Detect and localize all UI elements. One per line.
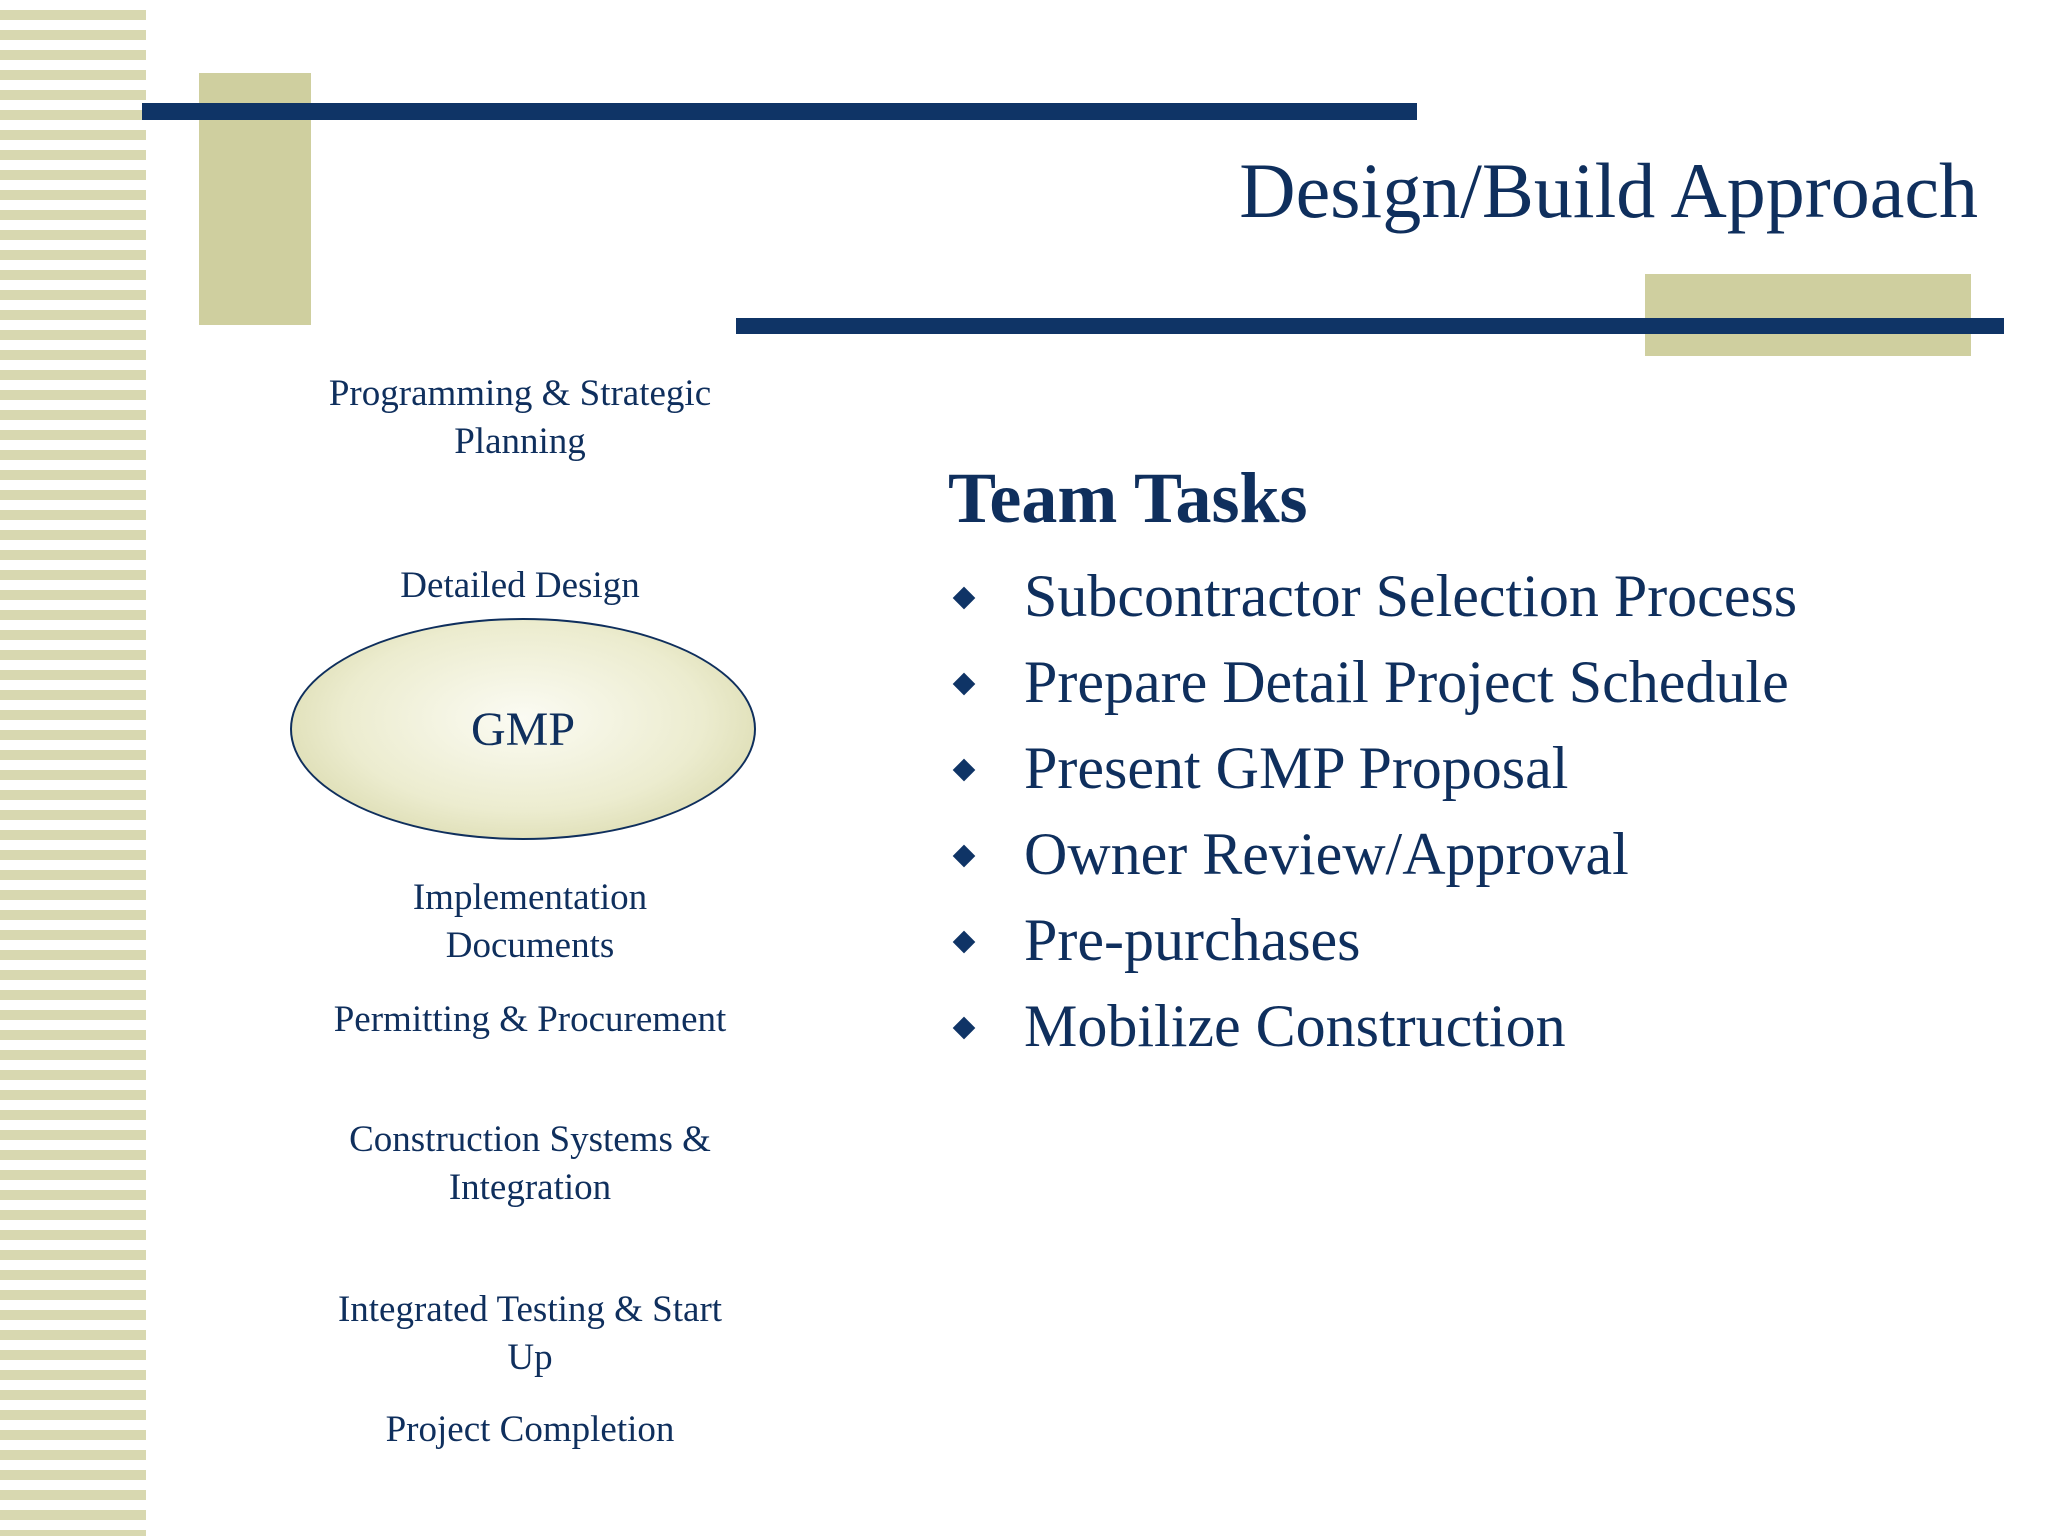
decor-rule-bottom — [736, 318, 2004, 334]
gmp-label: GMP — [470, 702, 576, 756]
task-text: Present GMP Proposal — [1024, 735, 1569, 801]
task-text: Pre-purchases — [1024, 907, 1361, 973]
slide-title: Design/Build Approach — [1239, 147, 1978, 234]
phase-completion: Project Completion — [385, 1409, 675, 1450]
task-text: Prepare Detail Project Schedule — [1024, 649, 1789, 715]
diamond-bullet-icon — [953, 759, 976, 782]
task-text: Subcontractor Selection Process — [1024, 563, 1798, 629]
diamond-bullet-icon — [953, 1017, 976, 1040]
diamond-bullet-icon — [953, 673, 976, 696]
phase-testing: Integrated Testing & Start Up — [337, 1289, 723, 1378]
diamond-bullet-icon — [953, 931, 976, 954]
phase-programming: Programming & Strategic Planning — [328, 373, 712, 462]
decor-khaki-block-right — [1645, 274, 1971, 356]
phase-permitting: Permitting & Procurement — [333, 999, 727, 1040]
task-text: Mobilize Construction — [1024, 993, 1566, 1059]
team-tasks-heading: Team Tasks — [948, 458, 1308, 538]
phase-implementation: Implementation Documents — [412, 877, 648, 966]
gmp-oval — [290, 618, 756, 840]
phase-detailed-design: Detailed Design — [400, 565, 640, 606]
task-text: Owner Review/Approval — [1024, 821, 1629, 887]
striped-side-border — [0, 0, 146, 1536]
decor-rule-top — [142, 103, 1417, 120]
diamond-bullet-icon — [953, 845, 976, 868]
diamond-bullet-icon — [953, 587, 976, 610]
phase-construction: Construction Systems & Integration — [349, 1119, 711, 1208]
